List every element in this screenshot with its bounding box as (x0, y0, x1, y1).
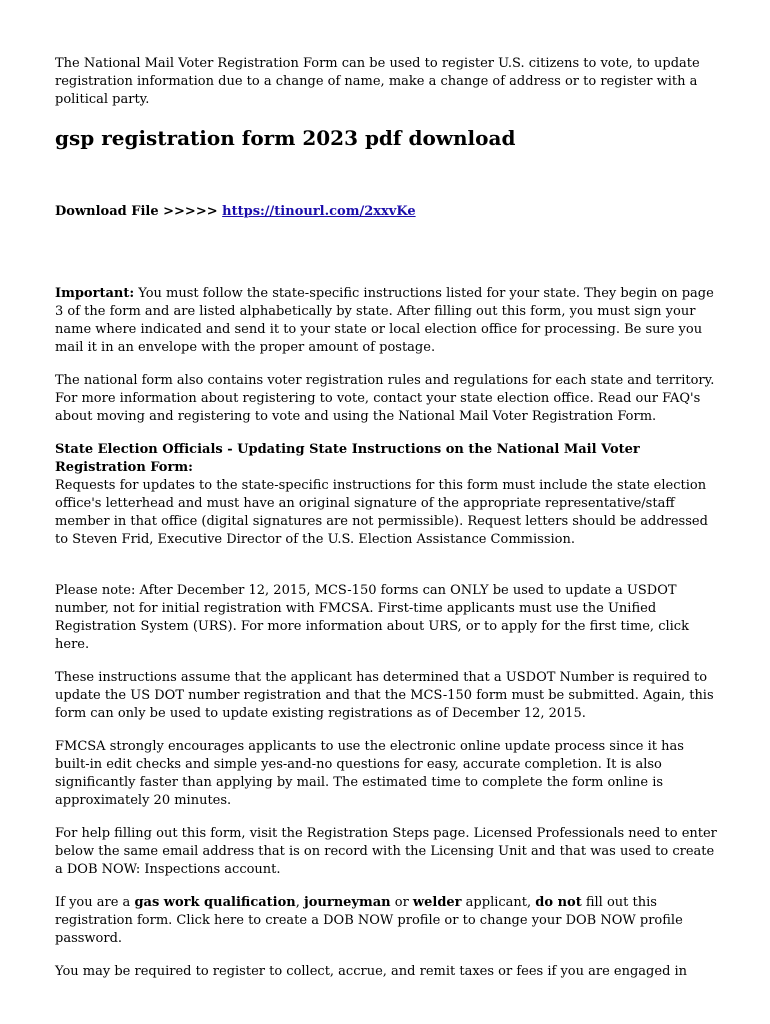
state-officials-text: Requests for updates to the state-specific instructions for this form must include the state election office's letterhead and must have an original signature of the appropriate representative/staff member in that office (digital signatures are not permissible). Request letters should be addressed to Steven Frid, Executive Director of the U.S. Election Assistance Commission. (55, 478, 708, 547)
intro-paragraph: The National Mail Voter Registration Form can be used to register U.S. citizens to vote, to update registration information due to a change of name, make a change of address or to register with a political party. (55, 56, 700, 107)
fmcsa-paragraph: FMCSA strongly encourages applicants to use the electronic online update process since it has built-in edit checks and simple yes-and-no questions for easy, accurate completion. It is also significantly faster than applying by mail. The estimated time to complete the form online is approximately 20 minutes. (55, 739, 684, 808)
important-label: Important: (55, 286, 135, 301)
applicant-text-4: applicant, (461, 895, 536, 910)
important-paragraph (55, 285, 717, 357)
download-line (55, 203, 717, 221)
applicant-bold-do-not: do not (535, 895, 582, 910)
applicant-paragraph (55, 894, 717, 948)
applicant-text-3: or (390, 895, 413, 910)
page-title: gsp registration form 2023 pdf download (55, 126, 516, 150)
state-officials-section (55, 441, 717, 549)
applicant-text-5: fill out this registration form. Click here to create a DOB NOW profile or to change your DOB NOW profile password. (55, 895, 683, 946)
help-paragraph: For help filling out this form, visit the Registration Steps page. Licensed Professionals need to enter below the same email address that is on record with the Licensing Unit and that was used to create a DOB NOW: Inspections account. (55, 826, 717, 877)
applicant-bold-gas: gas work qualification (134, 895, 296, 910)
download-link[interactable]: https://tinourl.com/2xxvKe (222, 204, 416, 219)
document-page (55, 55, 717, 996)
applicant-bold-journeyman: journeyman (304, 895, 391, 910)
applicant-bold-welder: welder (412, 895, 462, 910)
important-text: You must follow the state-specific instructions listed for your state. They begin on page 3 of the form and are listed alphabetically by state. After filling out this form, you must sign your name where indicated and send it to your state or local election office for processing. Be sure you mail it in an envelope with the proper amount of postage. (55, 286, 714, 355)
instructions-paragraph: These instructions assume that the applicant has determined that a USDOT Number is required to update the US DOT number registration and that the MCS-150 form must be submitted. Again, this form can only be used to update existing registrations as of December 12, 2015. (55, 670, 714, 721)
taxes-paragraph: You may be required to register to collect, accrue, and remit taxes or fees if you are engaged in (55, 964, 688, 979)
state-officials-heading: State Election Officials - Updating State Instructions on the National Mail Voter Registration Form: (55, 442, 640, 475)
applicant-text-1: If you are a (55, 895, 135, 910)
please-note-paragraph: Please note: After December 12, 2015, MCS-150 forms can ONLY be used to update a USDOT number, not for initial registration with FMCSA. First-time applicants must use the Unified Registration System (URS). For more information about URS, or to apply for the first time, click here. (55, 583, 689, 652)
applicant-text-2: , (295, 895, 305, 910)
download-label: Download File >>>>> (55, 204, 223, 219)
national-form-paragraph: The national form also contains voter registration rules and regulations for each state and territory. For more information about registering to vote, contact your state election office. Read our FAQ's about moving and registering to vote and using the National Mail Voter Registration Form. (55, 373, 715, 424)
